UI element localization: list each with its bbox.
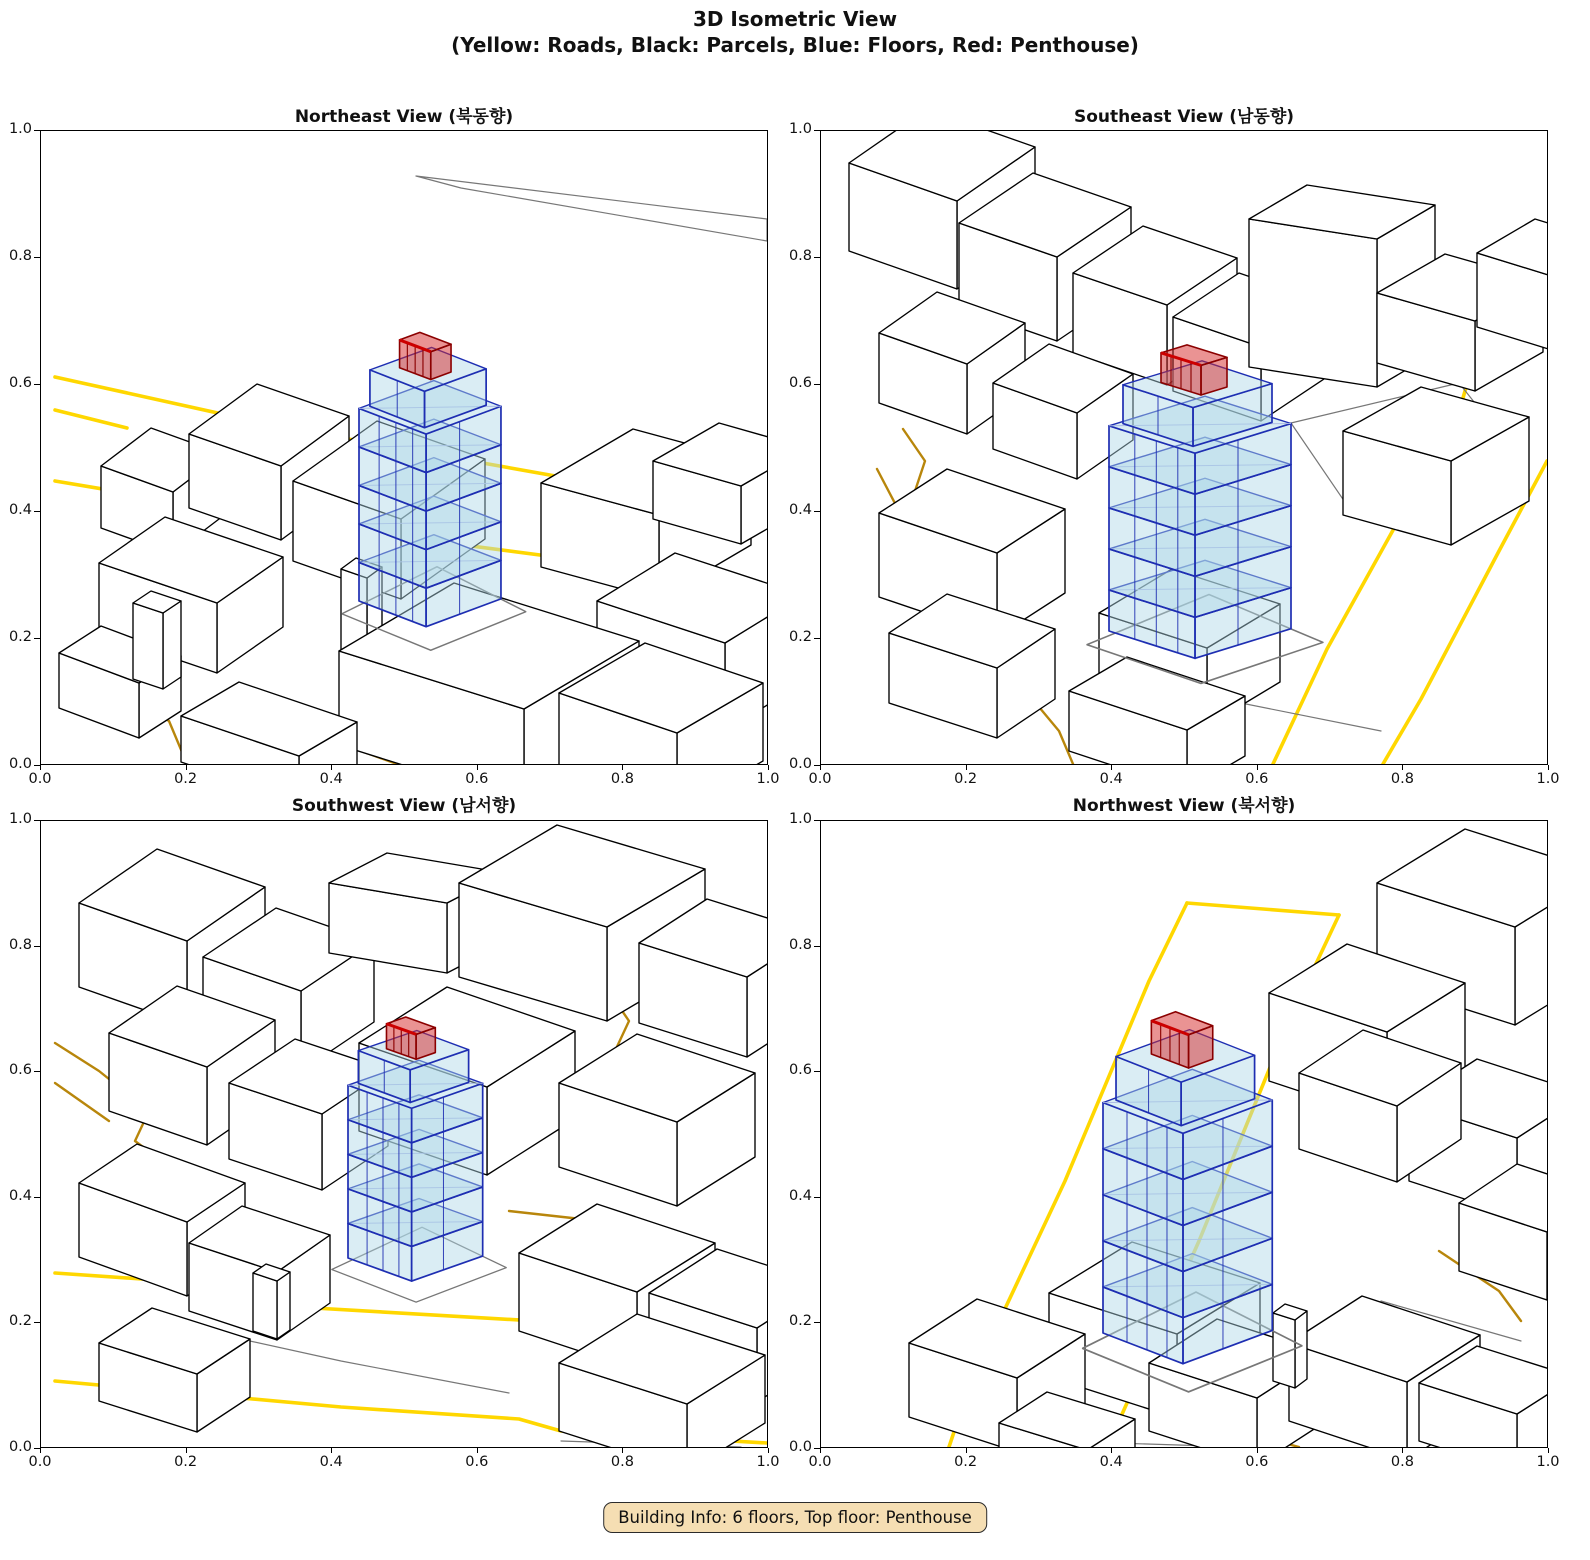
x-tick-label: 0.0	[808, 1454, 832, 1470]
x-tick-label: 0.2	[954, 1454, 978, 1470]
x-tick-label: 0.4	[319, 771, 343, 787]
y-tick-label: 0.2	[8, 629, 32, 645]
x-tick-mark	[966, 1448, 967, 1453]
y-tick-label: 0.4	[788, 1187, 812, 1204]
x-tick-label: 0.6	[1245, 771, 1269, 787]
y-tick-label: 0.8	[8, 248, 32, 264]
y-tick-label: 0.0	[788, 756, 812, 772]
y-tick-mark	[814, 130, 820, 131]
x-tick-label: 0.8	[1390, 1454, 1414, 1470]
y-tick-label: 0.6	[788, 1062, 812, 1079]
x-tick-label: 0.8	[610, 771, 634, 787]
x-tick-label: 0.0	[28, 771, 52, 787]
y-tick-mark	[814, 1071, 820, 1072]
y-tick-mark	[814, 638, 820, 639]
building-info-badge: Building Info: 6 floors, Top floor: Penthouse	[603, 1502, 987, 1533]
x-tick-mark	[1257, 765, 1258, 770]
figure-title-line1: 3D Isometric View	[692, 7, 898, 31]
y-tick-label: 0.8	[788, 936, 812, 953]
y-tick-mark	[814, 946, 820, 947]
x-tick-label: 0.8	[610, 1454, 634, 1470]
x-tick-mark	[1402, 1448, 1403, 1453]
y-tick-mark	[814, 1322, 820, 1323]
y-tick-mark	[34, 384, 40, 385]
y-tick-label: 1.0	[8, 121, 32, 137]
y-tick-label: 0.0	[788, 1439, 812, 1455]
x-tick-label: 0.4	[1099, 1454, 1123, 1470]
plot-area-northwest	[820, 820, 1548, 1448]
panel-title-northeast: Northeast View (북동향)	[294, 107, 514, 127]
y-tick-mark	[34, 765, 40, 766]
y-tick-label: 0.2	[788, 1313, 812, 1330]
x-tick-label: 1.0	[756, 1454, 780, 1470]
y-tick-label: 0.6	[8, 1062, 32, 1079]
plot-area-southeast	[820, 130, 1548, 765]
y-tick-mark	[34, 820, 40, 821]
y-tick-mark	[34, 130, 40, 131]
y-tick-mark	[34, 1322, 40, 1323]
y-tick-label: 0.0	[8, 1439, 32, 1455]
x-tick-mark	[820, 1448, 821, 1453]
x-tick-mark	[40, 1448, 41, 1453]
x-tick-label: 0.0	[28, 1454, 52, 1470]
x-tick-mark	[186, 1448, 187, 1453]
figure-title-line2: (Yellow: Roads, Black: Parcels, Blue: Floors, Red: Penthouse)	[451, 33, 1139, 57]
x-tick-label: 0.0	[808, 771, 832, 787]
y-tick-mark	[814, 765, 820, 766]
x-tick-mark	[331, 765, 332, 770]
x-tick-label: 0.6	[1245, 1454, 1269, 1470]
x-tick-mark	[477, 765, 478, 770]
y-tick-mark	[34, 257, 40, 258]
plot-area-southwest	[40, 820, 768, 1448]
y-tick-label: 0.2	[788, 629, 812, 645]
y-tick-mark	[814, 257, 820, 258]
x-tick-label: 0.4	[1099, 771, 1123, 787]
y-tick-label: 0.6	[788, 375, 812, 391]
x-tick-mark	[1548, 1448, 1549, 1453]
y-tick-label: 0.8	[788, 248, 812, 264]
y-tick-mark	[814, 1197, 820, 1198]
x-tick-label: 1.0	[756, 771, 780, 787]
y-tick-mark	[814, 1448, 820, 1449]
panel-title-southeast: Southeast View (남동향)	[1073, 107, 1295, 127]
y-tick-mark	[34, 511, 40, 512]
x-tick-mark	[622, 1448, 623, 1453]
figure-title	[0, 6, 1590, 58]
x-tick-mark	[477, 1448, 478, 1453]
y-tick-label: 0.4	[788, 502, 812, 518]
y-tick-label: 0.2	[8, 1313, 32, 1330]
y-tick-mark	[34, 1448, 40, 1449]
y-tick-mark	[34, 1197, 40, 1198]
x-tick-label: 0.2	[954, 771, 978, 787]
y-tick-label: 1.0	[8, 811, 32, 827]
x-tick-label: 0.8	[1390, 771, 1414, 787]
panel-title-southwest: Southwest View (남서향)	[291, 796, 517, 816]
x-tick-label: 0.2	[174, 1454, 198, 1470]
y-tick-label: 0.0	[8, 756, 32, 772]
x-tick-mark	[1548, 765, 1549, 770]
y-tick-label: 1.0	[788, 811, 812, 827]
x-tick-mark	[40, 765, 41, 770]
y-tick-mark	[814, 384, 820, 385]
x-tick-label: 0.4	[319, 1454, 343, 1470]
x-tick-label: 1.0	[1536, 1454, 1560, 1470]
x-tick-mark	[1402, 765, 1403, 770]
y-tick-label: 0.4	[8, 1187, 32, 1204]
x-tick-mark	[186, 765, 187, 770]
x-tick-mark	[820, 765, 821, 770]
x-tick-label: 0.6	[465, 1454, 489, 1470]
x-tick-label: 0.2	[174, 771, 198, 787]
x-tick-label: 1.0	[1536, 771, 1560, 787]
y-tick-label: 0.6	[8, 375, 32, 391]
y-tick-mark	[34, 946, 40, 947]
x-tick-mark	[1111, 765, 1112, 770]
y-tick-label: 0.8	[8, 936, 32, 953]
panel-title-northwest: Northwest View (북서향)	[1072, 796, 1296, 816]
x-tick-label: 0.6	[465, 771, 489, 787]
x-tick-mark	[622, 765, 623, 770]
y-tick-mark	[814, 511, 820, 512]
x-tick-mark	[1111, 1448, 1112, 1453]
x-tick-mark	[331, 1448, 332, 1453]
y-tick-mark	[814, 820, 820, 821]
y-tick-mark	[34, 638, 40, 639]
plot-area-northeast	[40, 130, 768, 765]
y-tick-mark	[34, 1071, 40, 1072]
y-tick-label: 1.0	[788, 121, 812, 137]
y-tick-label: 0.4	[8, 502, 32, 518]
x-tick-mark	[966, 765, 967, 770]
x-tick-mark	[1257, 1448, 1258, 1453]
